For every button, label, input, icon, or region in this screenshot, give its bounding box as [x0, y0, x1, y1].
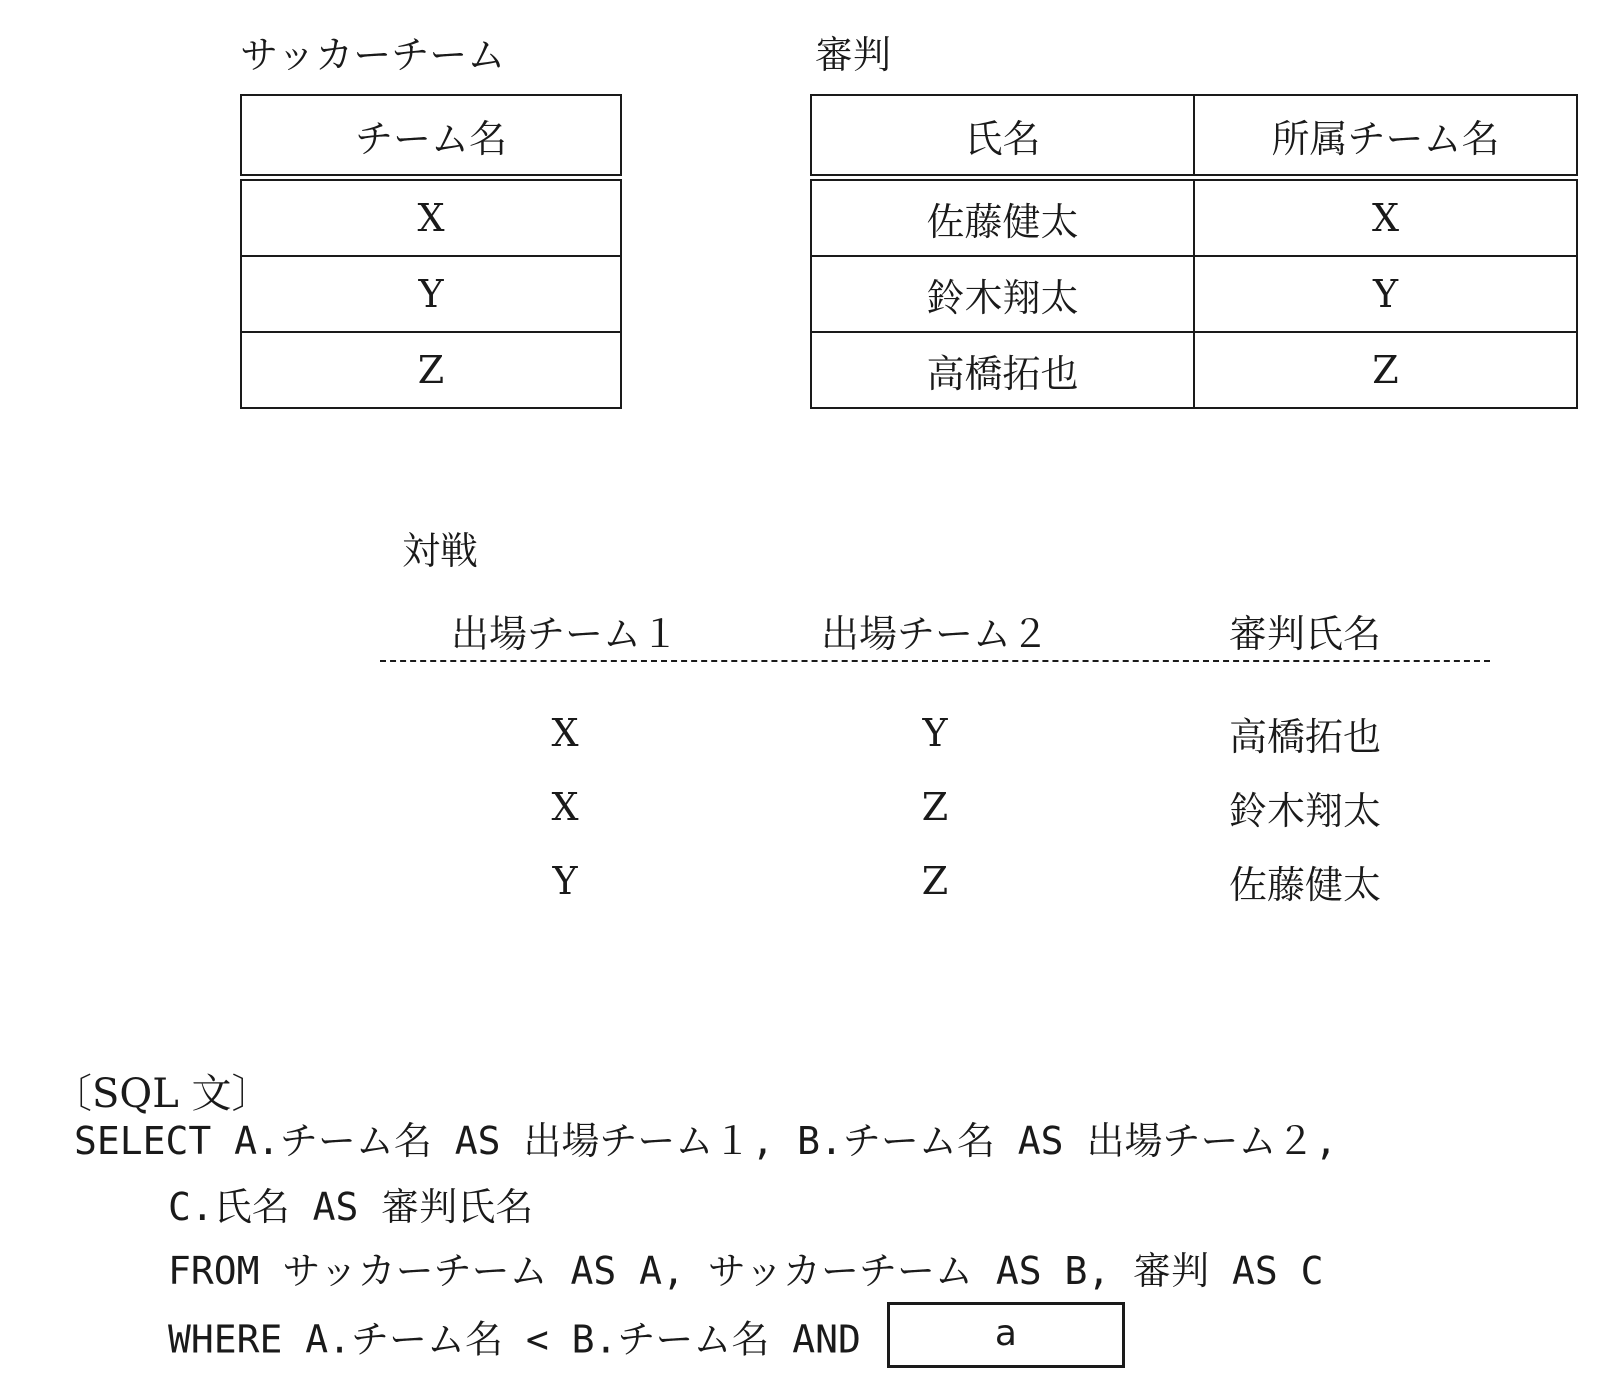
sql-line-select-cont: C.氏名 AS 審判氏名 — [168, 1185, 534, 1229]
table-cell: 佐藤健太 — [1228, 862, 1381, 907]
table-cell: 佐藤健太 — [811, 178, 1194, 257]
soccer-team-table — [240, 94, 622, 409]
table-cell: 高橋拓也 — [811, 332, 1194, 408]
soccer-team-header-name: チーム名 — [241, 95, 621, 178]
matches-header-team1: 出場チーム１ — [450, 611, 679, 656]
table-cell: X — [1194, 178, 1577, 257]
referee-caption: 審判 — [815, 33, 892, 77]
table-cell: Z — [241, 332, 621, 408]
soccer-team-caption: サッカーチーム — [240, 33, 506, 77]
matches-header-team2: 出場チーム２ — [820, 611, 1049, 656]
table-cell: Z — [921, 859, 949, 903]
referee-table — [810, 94, 1578, 409]
table-row — [380, 844, 1490, 918]
table-cell: Y — [1194, 256, 1577, 332]
matches-header-row — [380, 600, 1490, 662]
table-row — [380, 770, 1490, 844]
answer-blank-box: a — [887, 1302, 1125, 1368]
referee-header-team: 所属チーム名 — [1194, 95, 1577, 178]
table-cell: X — [551, 711, 579, 755]
matches-body — [380, 662, 1490, 918]
table-cell: 鈴木翔太 — [811, 256, 1194, 332]
matches-header-referee: 審判氏名 — [1228, 611, 1381, 656]
table-cell: Z — [921, 785, 949, 829]
table-cell: X — [551, 785, 579, 829]
table-cell: Y — [922, 711, 948, 755]
table-cell: Y — [552, 859, 578, 903]
table-cell: Y — [241, 256, 621, 332]
sql-where-text: WHERE A.チーム名 < B.チーム名 AND — [168, 1317, 861, 1362]
table-cell: 高橋拓也 — [1228, 714, 1381, 759]
sql-line-where — [168, 1313, 1125, 1368]
table-cell: X — [241, 178, 621, 257]
table-row — [380, 696, 1490, 770]
sql-line-from: FROM サッカーチーム AS A, サッカーチーム AS B, 審判 AS C — [168, 1249, 1324, 1293]
table-cell: 鈴木翔太 — [1228, 788, 1381, 833]
table-cell: Z — [1194, 332, 1577, 408]
sql-caption: 〔SQL 文〕 — [52, 1071, 272, 1117]
referee-header-name: 氏名 — [811, 95, 1194, 178]
matches-caption: 対戦 — [402, 529, 479, 573]
matches-table — [380, 600, 1490, 918]
sql-line-select: SELECT A.チーム名 AS 出場チーム１, B.チーム名 AS 出場チーム２, — [74, 1119, 1338, 1163]
